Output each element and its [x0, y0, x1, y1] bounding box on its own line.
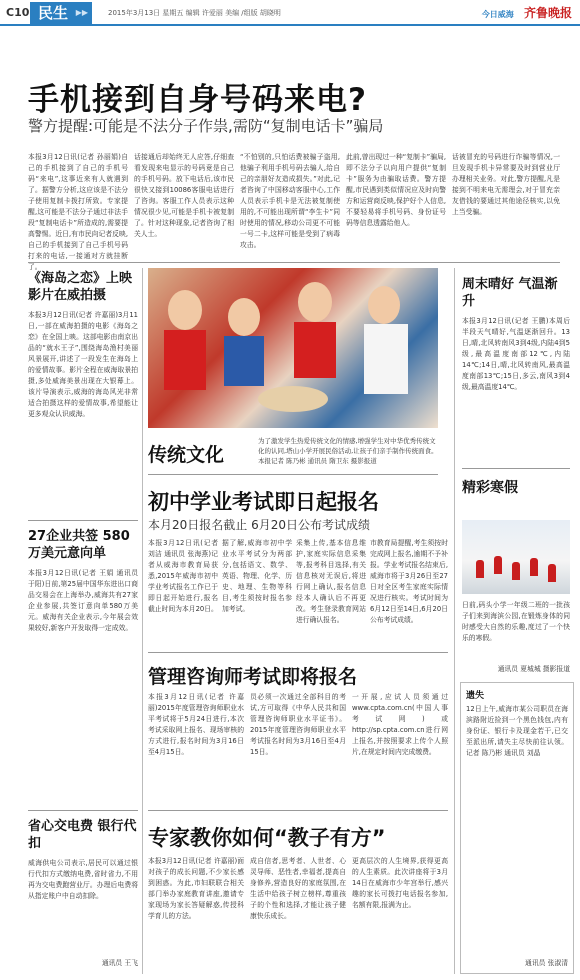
- expert-headline: 专家教你如何“教子有方”: [148, 826, 386, 850]
- expert-col-1: 本报3月12日讯(记者 许嘉丽)面对孩子的成长问题,不少家长感到困惑。为此,市妇联联合相关部门举办家庭教育讲座,邀请专家现场为家长答疑解惑,传授科学育儿的方法。: [148, 857, 244, 920]
- right-divider-1: [462, 468, 570, 469]
- arrow-icon: ▶▶: [75, 8, 88, 17]
- weather-title: 周末晴好 气温渐升: [462, 277, 558, 309]
- left-story-3-title: 省心交电费 银行代扣: [28, 819, 137, 851]
- center-divider-1: [148, 474, 438, 475]
- section-tag: [30, 2, 92, 24]
- notice-credit: 通讯员 张淑清: [525, 959, 568, 967]
- left-story-1-body: 本报3月12日讯(记者 许嘉丽)3月11日,一部在威海拍摄的电影《海岛之恋》在全国上映。这部电影由南京出品的“就水王子”,围绕海岛渔村美丽风景展开,讲述了一段发生在海岛上的爱情故事。影片全程在威海取景拍摄,多处威海美景出现在大银幕上。该片导演表示,威海的海岛风光非常适合拍摄这样的爱情故事,希望能让更多观众认识威海。: [28, 311, 138, 418]
- lead-subheadline: 警方提醒:可能是不法分子作祟,需防“复制电话卡”骗局: [28, 117, 384, 135]
- lead-col-4: 此前,曾出现过一种“复制卡”骗局,即不法分子以向用户提供“复制卡”服务为由骗取话费。警方提醒,市民遇到类似情况应及时向警方和运营商反映,保护好个人信息,不要轻易将手机号码、身份证号码等信息透露给他人。: [346, 153, 446, 227]
- expert-col-3: 更高层次的人生境界,获得更高的人生素质。此次讲座将于3月14日在威海市少年宫举行,感兴趣的家长可拨打电话报名参加,名额有限,报满为止。: [352, 857, 448, 909]
- left-story-3-body: 威海供电公司表示,居民可以通过银行代扣方式缴纳电费,省时省力,不用再为交电费跑营业厅。办理后电费将从指定账户中自动扣除。: [28, 859, 138, 900]
- left-story-3: [28, 818, 138, 970]
- lead-col-3: “不怕别的,只怕话费被骗子盗用,他骗子利用手机号码去骗人,给自己的亲朋好友造成损失。”对此,记者咨询了中国移动客服中心,工作人员表示手机卡是无法被复制使用的,不可能出现所谓“李生卡”同时使用的情况,移动公司更不可能一号二卡,这样可能是受到了病毒攻击。: [240, 153, 340, 249]
- section-label: 民生: [38, 4, 69, 22]
- mgmt-headline: 管理咨询师考试即将报名: [148, 666, 358, 688]
- section-divider: [28, 262, 560, 263]
- winter-break-title: 精彩寒假: [462, 480, 518, 496]
- left-story-2-body: 本报3月12日讯(记者 王娟 通讯员 于阳)日前,第25届中国华东进出口商品交易会在上海举办,威海共有27家企业参展,共签订意向单580万美元。威海有关企业表示,今年展会效果较好,新客户开发取得一定成效。: [28, 569, 138, 632]
- winter-break-body: 日前,码头小学一年级二班的一批孩子们来到海滨公园,在锻炼身体的同时感受大自然的乐趣,度过了一个快乐的寒假。: [462, 601, 570, 642]
- masthead: [0, 0, 580, 26]
- left-divider-1: [28, 520, 138, 521]
- center-divider-3: [148, 810, 448, 811]
- expert-col-2: 成自信者,思考者、人世者、心灵导师、恶性者,幸福者,提高自身修养,营造良好的家庭氛围,在生活中给孩子树立榜样,尊重孩子的个性和选择,才能让孩子健康快乐成长。: [250, 857, 346, 920]
- culture-heading: 传统文化: [148, 444, 225, 466]
- right-credit: 通讯员 夏城城 摄影报道: [497, 665, 570, 673]
- notice-heading: 遗失: [466, 691, 485, 701]
- weather-body: 本报3月12日讯(记者 王鹏)本周后半段天气晴好,气温逐渐回升。13日,晴,北风转南风3到4级,内陆4到5级,最高温度南部12℃,内陆14℃;14日,晴,北风转南风,最高温度南部13℃;15日,多云,南风3到4级,最高温度14℃。: [462, 317, 570, 391]
- exam-col-2: 据了解,威海市初中学业水平考试分为两部分,包括语文、数学、英语、物理、化学、历史、地理、生物等科目,考生须按时报名参加考试。: [222, 539, 292, 613]
- exam-col-1: 本报3月12日讯(记者 刘洁 通讯员 张海燕)记者从威海市教育局获悉,2015年威海市初中学业考试报名工作已于即日起开始进行,报名截止时间为本月20日。: [148, 539, 218, 613]
- mgmt-col-2: 员必须一次通过全部科目的考试,方可取得《中华人民共和国管理咨询师职业水平证书》。2015年度管理咨询师职业水平考试报名时间为3月16日至4月15日。: [250, 693, 346, 756]
- page-number: C10: [6, 6, 30, 19]
- lead-col-1: 本报3月12日讯(记者 孙丽娟)自己的手机接到了自己的手机号码“来电”,这事近来有人就遇到了。据警方分析,这应该是不法分子使用复制卡拨打所致。专家提醒,这可能是不法分子通过非法手段“复制电话卡”所造成的,需要提高警惕。近日,有市民向记者反映,自己的手机接到了自己手机号码打来的电话,一接通对方就挂断了。: [28, 153, 128, 271]
- newspaper-brand: [482, 4, 572, 21]
- photo-caption: 为了激发学生热爱传统文化的情感,增强学生对中华优秀传统文化的认同,塔山小学开展民俗活动,让孩子们亲手制作传统面食。 本报记者 陈乃彬 通讯员 隋卫东 摄影报道: [258, 437, 438, 465]
- notice-body: 12日上午,威海市某公司职员在海滨路附近捡到一个黑色钱包,内有身份证、银行卡及现金若干,已交至派出所,请失主尽快前往认领。 记者 陈乃彬 通讯员 刘晶: [466, 705, 568, 757]
- left-divider-2: [28, 810, 138, 811]
- lead-col-2: 话接通后却始终无人应答,仔细查看发现来电显示的号码竟是自己的手机号码。放下电话后,该市民很快又接到10086客服电话进行了咨询。客服工作人员表示这种情况很少见,可能是手机卡被复制了。针对这种现象,记者咨询了相关人士。: [134, 153, 234, 238]
- right-story-1: [462, 276, 570, 456]
- left-story-1-title: 《海岛之恋》上映 影片在威拍摄: [28, 271, 133, 303]
- winter-break-photo: [462, 520, 570, 594]
- lead-headline: 手机接到自身号码来电?: [28, 82, 367, 118]
- exam-col-3: 采集上传,基本信息维护,家庭实际信息采集等,报考科目选择,有关信息核对无误后,将进行网上确认,报名信息经本人确认后不再更改。考生登录教育网站进行确认报名。: [296, 539, 366, 624]
- left-story-2-title: 27企业共签 580万美元意向单: [28, 529, 130, 561]
- exam-headline: 初中学业考试即日起报名: [148, 490, 379, 514]
- exam-subheadline: 本月20日报名截止 6月20日公布考试成绩: [148, 518, 370, 532]
- left-story-2: [28, 528, 138, 794]
- exam-col-4: 市教育局提醒,考生须按时完成网上报名,逾期不予补报。学业考试报名结束后,威海市将于3月26日至27日对全区考生家庭实际情况进行核实。考试时间为6月12日至14日,6月20日公布考试成绩。: [370, 539, 448, 624]
- left-credit: 通讯员 王飞: [101, 959, 138, 967]
- lead-col-5: 话被冒充的号码进行诈骗等情况,一旦发现手机卡异常要及时到营业厅办理相关业务。对此,警方提醒,凡是接到不明来电无需理会,对于冒充亲友借钱的要通过其他途径核实,以免上当受骗。: [452, 153, 560, 216]
- left-story-1: [28, 270, 138, 516]
- children-culture-photo: [148, 268, 438, 428]
- brand-today: 今日威海: [481, 10, 514, 19]
- brand-name: 齐鲁晚报: [523, 6, 572, 20]
- column-rule-right: [454, 268, 455, 974]
- mgmt-col-3: 一开展,应试人员须通过www.cpta.com.cn(中国人事考试网)或http://sp.cpta.com.cn进行网上报名,并按照要求上传个人照片,在规定时间内完成缴费。: [352, 693, 448, 756]
- column-rule-left: [142, 268, 143, 974]
- right-story-2-head: [462, 480, 570, 497]
- mgmt-col-1: 本报3月12日讯(记者 许嘉丽)2015年度管理咨询师职业水平考试将于5月24日进行,本次考试采取网上报名、现场审核的方式进行,报名时间为3月16日至4月15日。: [148, 693, 244, 756]
- issue-meta: 2015年3月13日 星期五 编辑 许爱丽 美编 /组版 胡晓明: [108, 9, 281, 17]
- center-divider-2: [148, 652, 448, 653]
